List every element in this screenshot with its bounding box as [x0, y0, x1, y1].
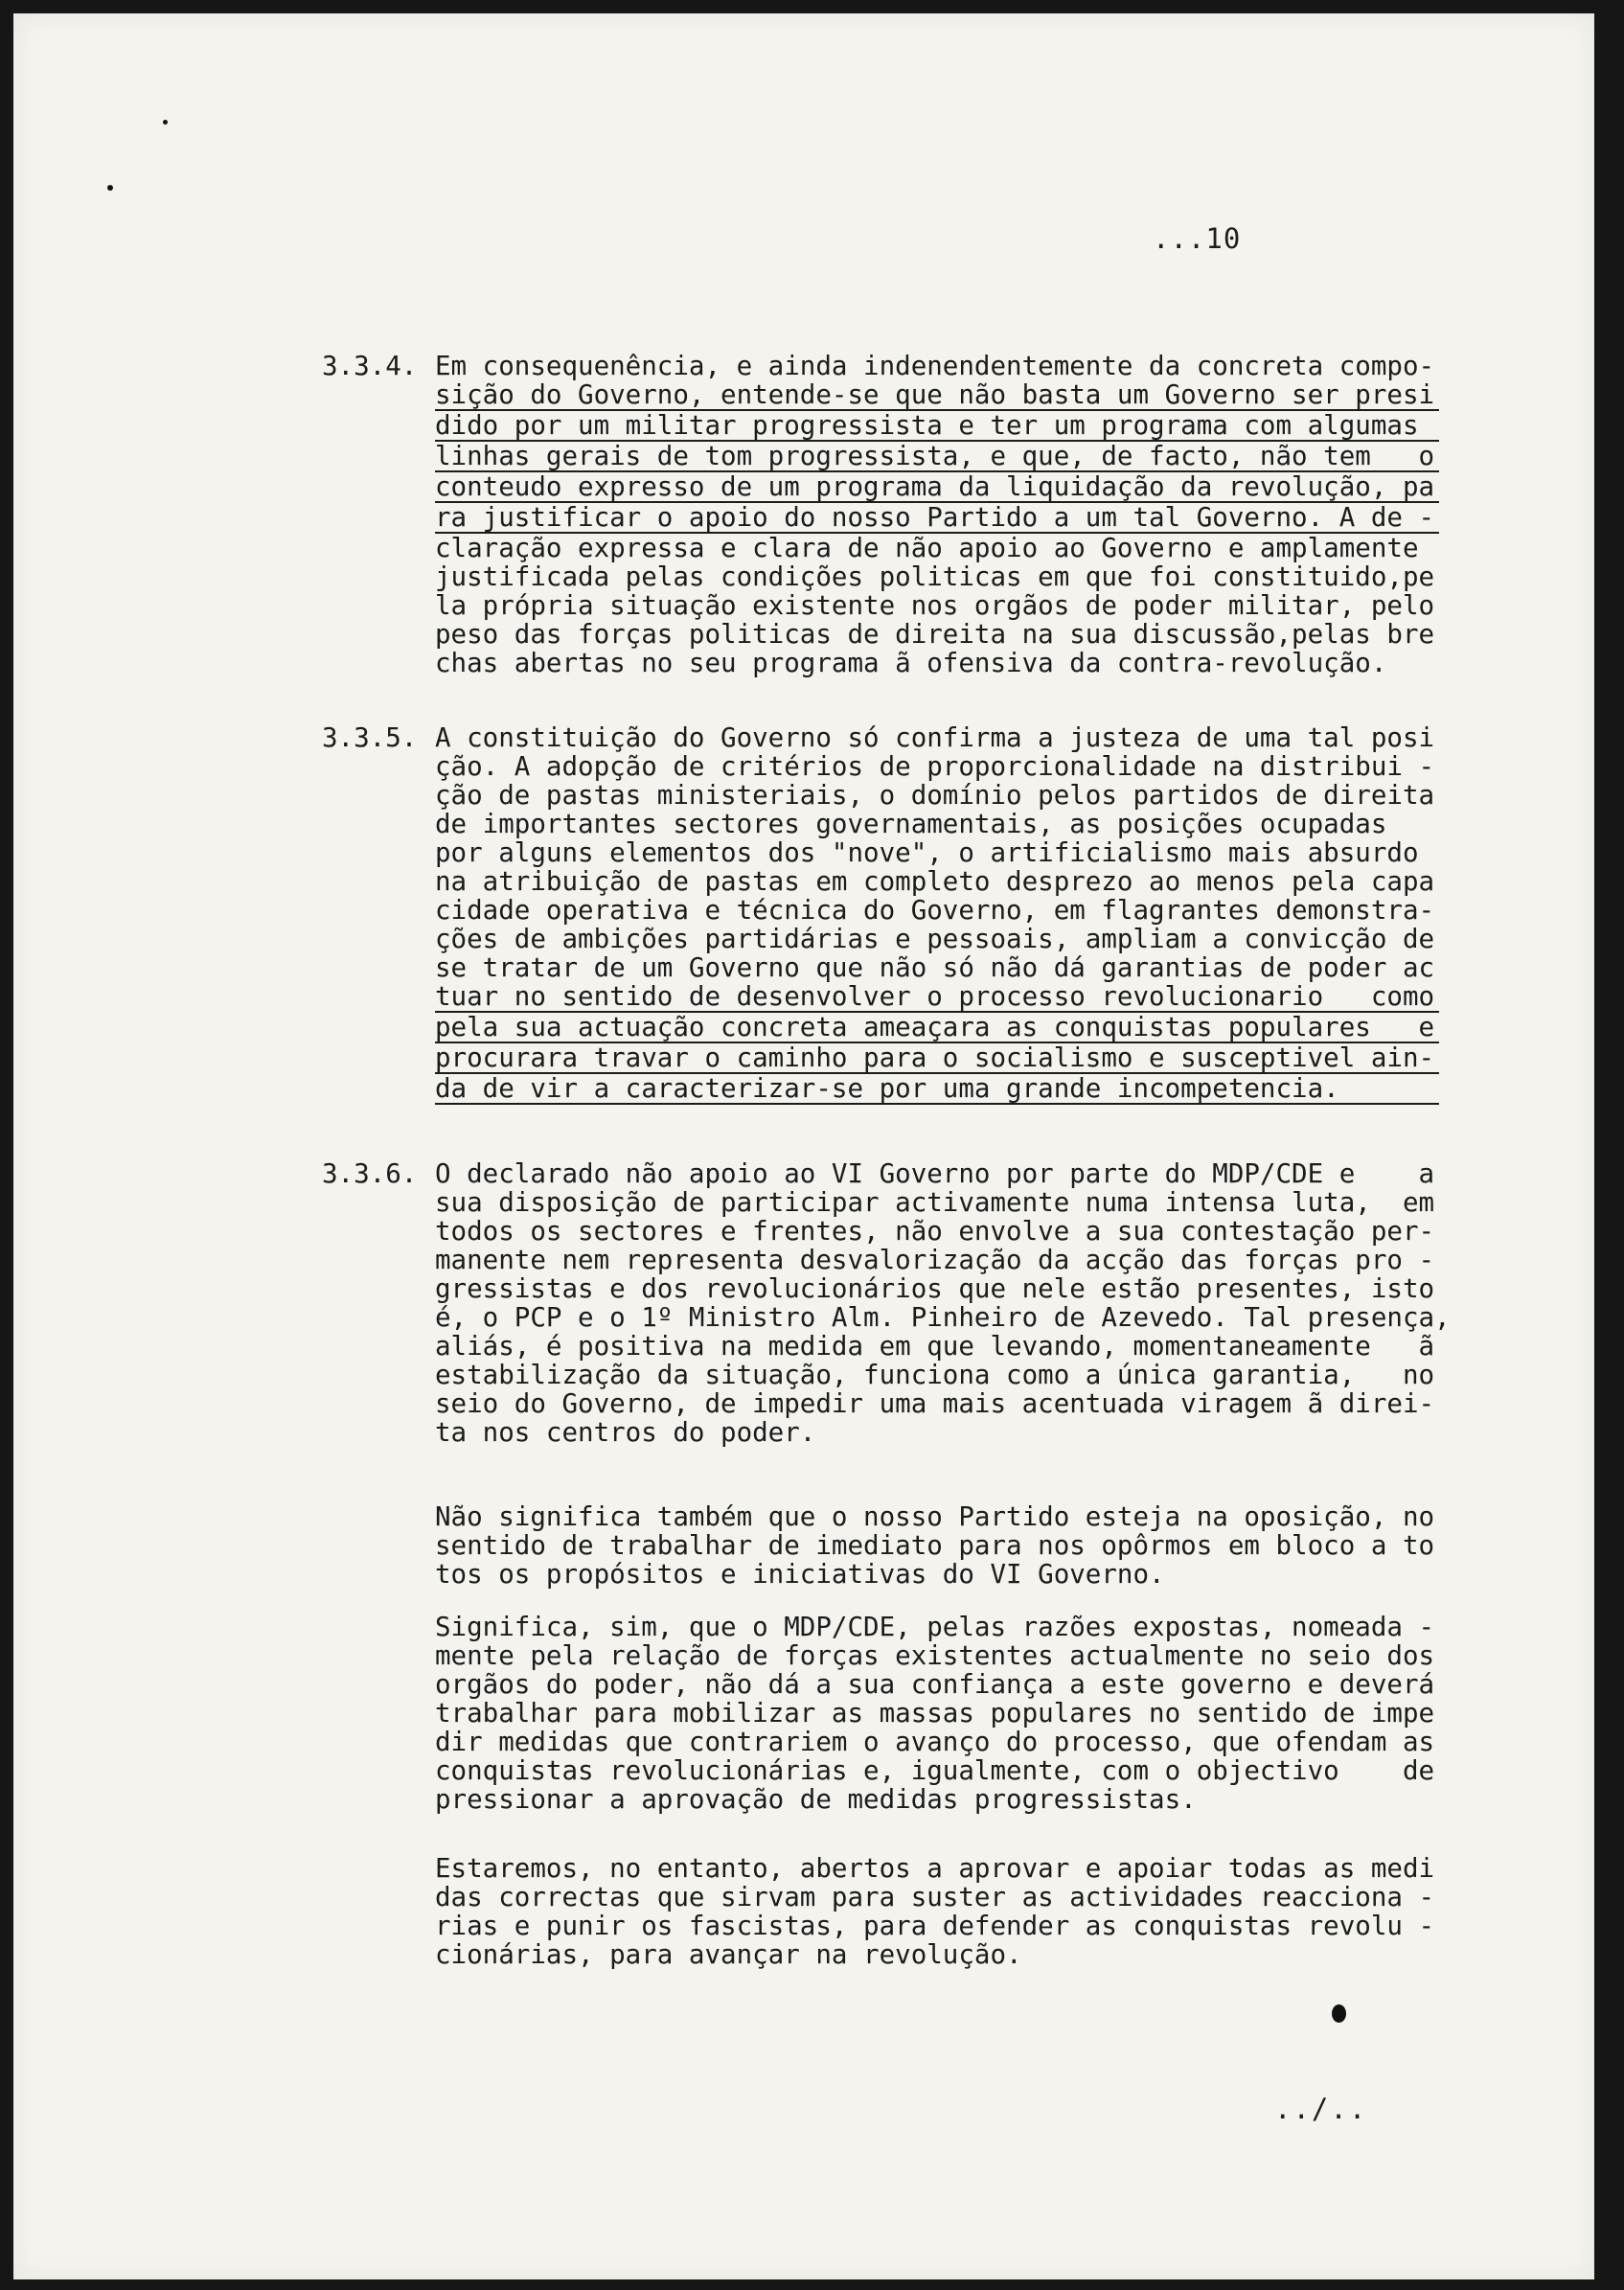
- text-line: todos os sectores e frentes, não envolve a sua contestação per-: [435, 1216, 1435, 1247]
- section-number: 3.3.6.: [322, 1158, 418, 1189]
- text-line: sição do Governo, entende-se que não basta um Governo ser presi: [435, 380, 1439, 411]
- text-line: dido por um militar progressista e ter um programa com algumas: [435, 411, 1439, 442]
- text-line: tuar no sentido de desenvolver o processo revolucionario como: [435, 982, 1439, 1013]
- text-line: de importantes sectores governamentais, as posições ocupadas: [435, 809, 1387, 839]
- section-number: 3.3.4.: [322, 351, 418, 381]
- text-line: da de vir a caracterizar-se por uma grande incompetencia.: [435, 1074, 1439, 1105]
- text-line: sua disposição de participar activamente numa intensa luta, em: [435, 1187, 1435, 1218]
- text-line: peso das forças politicas de direita na sua discussão,pelas bre: [435, 619, 1435, 650]
- ink-blot: [1332, 2004, 1346, 2023]
- text-line: ções de ambições partidárias e pessoais, ampliam a convicção de: [435, 924, 1435, 954]
- section-number: 3.3.5.: [322, 722, 418, 753]
- text-line: claração expressa e clara de não apoio ao Governo e amplamente: [435, 533, 1419, 563]
- text-line: O declarado não apoio ao VI Governo por parte do MDP/CDE e a: [435, 1158, 1435, 1189]
- text-line: dir medidas que contrariem o avanço do processo, que ofendam as: [435, 1727, 1435, 1757]
- text-line: Significa, sim, que o MDP/CDE, pelas razões expostas, nomeada -: [435, 1612, 1435, 1642]
- text-line: cidade operativa e técnica do Governo, em flagrantes demonstra-: [435, 895, 1435, 926]
- text-line: estabilização da situação, funciona como a única garantia, no: [435, 1360, 1435, 1390]
- text-line: rias e punir os fascistas, para defender as conquistas revolu -: [435, 1911, 1435, 1941]
- text-line: manente nem representa desvalorização da acção das forças pro -: [435, 1245, 1435, 1275]
- text-line: gressistas e dos revolucionários que nele estão presentes, isto: [435, 1273, 1435, 1304]
- text-line: conquistas revolucionárias e, igualmente, com o objectivo de: [435, 1755, 1435, 1786]
- text-line: é, o PCP e o 1º Ministro Alm. Pinheiro de Azevedo. Tal presença,: [435, 1302, 1451, 1333]
- text-line: ção. A adopção de critérios de proporcionalidade na distribui -: [435, 751, 1435, 782]
- text-line: tos os propósitos e iniciativas do VI Governo.: [435, 1559, 1165, 1590]
- text-line: pressionar a aprovação de medidas progressistas.: [435, 1784, 1197, 1815]
- paragraph: [435, 1854, 1434, 1969]
- text-line: Não significa também que o nosso Partido esteja na oposição, no: [435, 1501, 1435, 1532]
- text-line: Estaremos, no entanto, abertos a aprovar e apoiar todas as medi: [435, 1853, 1435, 1884]
- text-line: aliás, é positiva na medida em que levando, momentaneamente ã: [435, 1331, 1435, 1362]
- page-number: ...10: [1153, 222, 1242, 255]
- text-line: pela sua actuação concreta ameaçara as conquistas populares e: [435, 1013, 1439, 1043]
- text-line: chas abertas no seu programa ã ofensiva da contra-revolução.: [435, 648, 1387, 678]
- continuation-marker: ../..: [1274, 2093, 1368, 2125]
- text-line: A constituição do Governo só confirma a justeza de uma tal posi: [435, 722, 1435, 753]
- text-line: Em consequenência, e ainda indenendentemente da concreta compo-: [435, 351, 1435, 381]
- text-line: por alguns elementos dos "nove", o artificialismo mais absurdo: [435, 837, 1419, 868]
- text-line: la própria situação existente nos orgãos de poder militar, pelo: [435, 590, 1435, 621]
- text-line: justificada pelas condições politicas em que foi constituido,pe: [435, 561, 1435, 592]
- text-line: linhas gerais de tom progressista, e que, de facto, não tem o: [435, 442, 1439, 472]
- text-line: das correctas que sirvam para suster as actividades reacciona -: [435, 1882, 1435, 1912]
- speck-mark: [107, 185, 113, 191]
- text-line: sentido de trabalhar de imediato para nos opôrmos em bloco a to: [435, 1530, 1435, 1561]
- text-line: ção de pastas ministeriais, o domínio pelos partidos de direita: [435, 780, 1435, 811]
- text-line: ta nos centros do poder.: [435, 1417, 816, 1448]
- text-line: trabalhar para mobilizar as massas populares no sentido de impe: [435, 1698, 1435, 1729]
- speck-mark: [163, 120, 168, 125]
- text-line: conteudo expresso de um programa da liquidação da revolução, pa: [435, 472, 1439, 503]
- text-line: cionárias, para avançar na revolução.: [435, 1939, 1022, 1970]
- paragraph: [435, 1502, 1434, 1589]
- text-line: seio do Governo, de impedir uma mais acentuada viragem ã direi-: [435, 1388, 1435, 1419]
- text-line: orgãos do poder, não dá a sua confiança a este governo e deverá: [435, 1669, 1435, 1700]
- text-line: procurara travar o caminho para o socialismo e susceptivel ain-: [435, 1043, 1439, 1074]
- text-line: na atribuição de pastas em completo desprezo ao menos pela capa: [435, 866, 1435, 897]
- paragraph: [435, 1613, 1434, 1814]
- section-text: [435, 1158, 1451, 1448]
- section-text: [435, 723, 1439, 1105]
- text-line: se tratar de um Governo que não só não dá garantias de poder ac: [435, 952, 1435, 983]
- section-text: [435, 352, 1439, 677]
- text-line: ra justificar o apoio do nosso Partido a um tal Governo. A de -: [435, 503, 1439, 534]
- text-line: mente pela relação de forças existentes actualmente no seio dos: [435, 1640, 1435, 1671]
